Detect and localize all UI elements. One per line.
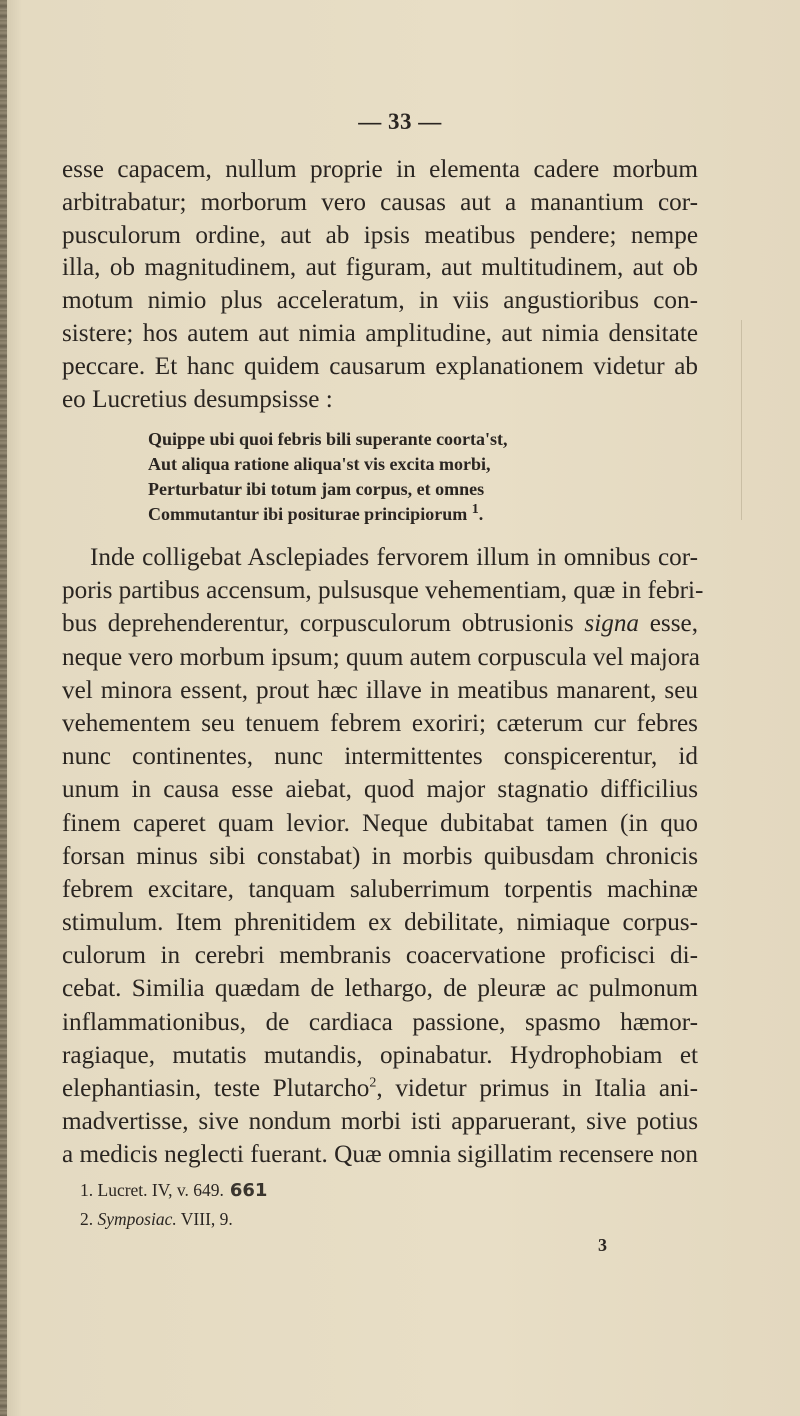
text-line: peccare. Et hanc quidem causarum explanationem videtur ab	[62, 352, 698, 380]
footnote-title: Symposiac.	[97, 1209, 177, 1229]
text-line: Inde colligebat Asclepiades fervorem illum in omnibus cor-	[90, 544, 698, 571]
text-line: pusculorum ordine, aut ab ipsis meatibus pendere; nempe	[62, 221, 698, 249]
verse-line	[148, 502, 568, 527]
text-segment: elephantiasin, teste Plutarcho	[62, 1075, 370, 1102]
text-line: unum in causa esse aiebat, quod major stagnatio difficilius	[62, 776, 698, 804]
text-line: vel minora essent, prout hæc illave in meatibus manarent, seu	[62, 676, 698, 704]
text-line: motum nimio plus acceleratum, in viis angustioribus con-	[62, 287, 698, 315]
page-number: — 33 —	[358, 109, 442, 134]
text-line	[62, 607, 698, 640]
footnote-text: VIII, 9.	[176, 1209, 233, 1229]
text-line: nunc continentes, nunc intermittentes conspicerentur, id	[62, 743, 698, 771]
text-line: culorum in cerebri membranis coacervatione proficisci di-	[62, 942, 698, 970]
paragraph-2	[62, 541, 704, 1172]
text-line: arbitrabatur; morborum vero causas aut a manantium cor-	[62, 188, 698, 216]
text-segment: esse,	[639, 610, 698, 638]
text-line: eo Lucretius desumpsisse :	[62, 385, 333, 413]
footnote-2	[80, 1209, 480, 1230]
footnote-ref: 2	[369, 1075, 377, 1091]
handwritten-annotation: 661	[229, 1180, 268, 1201]
text-line	[62, 1072, 698, 1105]
signature-mark: 3	[598, 1235, 607, 1255]
verse-line: Quippe ubi quoi febris bili superante coorta'st,	[148, 429, 508, 449]
text-line: madvertisse, sive nondum morbi isti apparuerant, sive potius	[62, 1108, 698, 1136]
paragraph-1	[62, 154, 698, 416]
text-line: vehementem seu tenuem febrem exoriri; cæterum cur febres	[62, 709, 698, 737]
text-line: inflammationibus, de cardiaca passione, spasmo hæmor-	[62, 1008, 698, 1036]
text-segment: bus deprehenderentur, corpusculorum obtrusionis	[62, 610, 585, 638]
footnote-number: 2.	[80, 1209, 98, 1229]
footnote-ref: 1	[471, 502, 479, 517]
text-line: poris partibus accensum, pulsusque vehementiam, quæ in febri-	[62, 577, 704, 605]
text-line: finem caperet quam levior. Neque dubitabat tamen (in quo	[62, 809, 698, 837]
verse-end-punct: .	[478, 504, 484, 524]
verse-line: Aut aliqua ratione aliqua'st vis excita morbi,	[148, 454, 491, 474]
text-line: cebat. Similia quædam de lethargo, de pleuræ ac pulmonum	[62, 975, 698, 1003]
text-line: forsan minus sibi constabat) in morbis quibusdam chronicis	[62, 842, 698, 870]
text-line: febrem excitare, tanquam saluberrimum torpentis machinæ	[62, 875, 698, 903]
text-line: esse capacem, nullum proprie in elementa cadere morbum	[62, 156, 698, 183]
footnote-1	[80, 1180, 480, 1201]
italic-word: signa	[584, 610, 640, 638]
verse-quotation	[148, 427, 568, 527]
text-line: illa, ob magnitudinem, aut figuram, aut multitudinem, aut ob	[62, 254, 698, 282]
text-segment: , videtur primus in Italia ani-	[376, 1075, 698, 1102]
binding-edge	[0, 0, 7, 1416]
text-line: neque vero morbum ipsum; quum autem corpuscula vel majora	[62, 643, 700, 671]
text-line: stimulum. Item phrenitidem ex debilitate, nimiaque corpus-	[62, 909, 698, 937]
text-line: sistere; hos autem aut nimia amplitudine, aut nimia densitate	[62, 319, 698, 347]
footnote-text: 1. Lucret. IV, v. 649.	[80, 1180, 224, 1200]
page-edge-mark	[727, 320, 742, 520]
verse-line: Perturbatur ibi totum jam corpus, et omnes	[148, 479, 485, 499]
verse-line-text: Commutantur ibi positurae principiorum	[148, 504, 468, 524]
text-line: ragiaque, mutatis mutandis, opinabatur. Hydrophobiam et	[62, 1041, 698, 1069]
text-line: a medicis neglecti fuerant. Quæ omnia sigillatim recensere non	[62, 1141, 698, 1169]
